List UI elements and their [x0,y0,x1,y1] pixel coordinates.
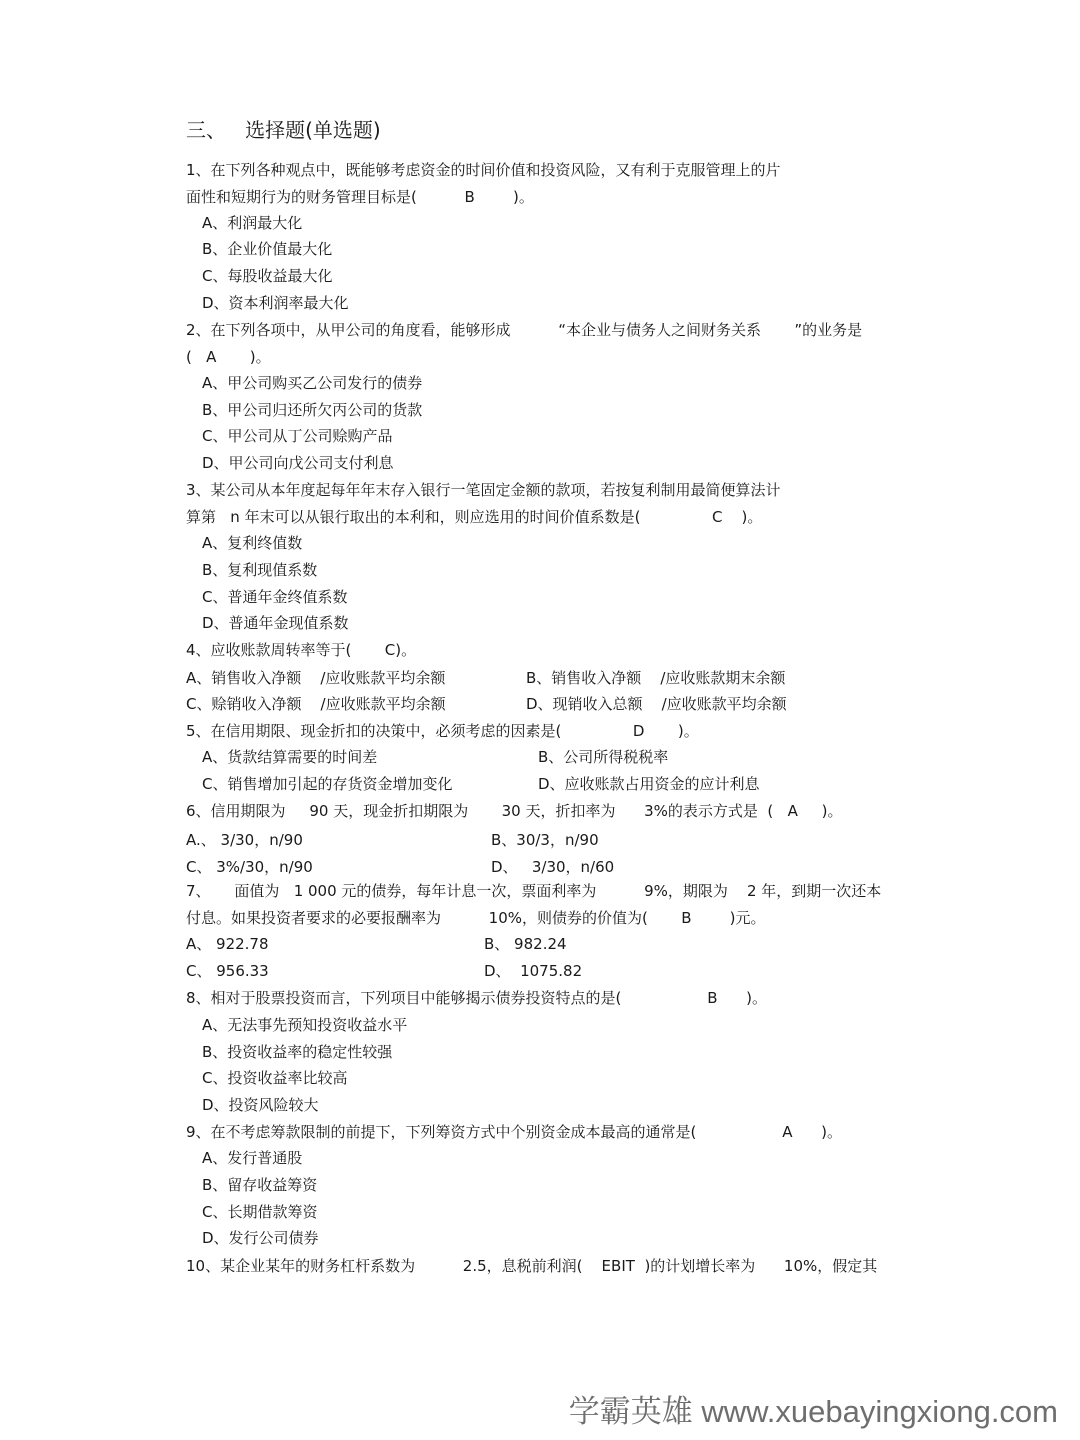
question-7-text: 7、 面值为 1 000 元的债券，每年计息一次，票面利率为 9%，期限为 2 年，到期一次还本 [186,882,882,900]
question-4-option-a: A、销售收入净额 /应收账款平均余额 [186,669,446,687]
question-2-option-b: B、甲公司归还所欠丙公司的货款 [202,401,423,419]
question-6-option-c: C、 3%/30，n/90 [186,858,313,876]
question-2-option-c: C、甲公司从丁公司赊购产品 [202,427,393,445]
question-8-option-b: B、投资收益率的稳定性较强 [202,1043,393,1061]
question-3-option-c: C、普通年金终值系数 [202,588,348,606]
question-9-option-a: A、发行普通股 [202,1149,303,1167]
question-5-option-b: B、公司所得税税率 [538,748,669,766]
question-7-text-cont: 付息。如果投资者要求的必要报酬率为 10%，则债券的价值为( B )元。 [186,909,766,927]
question-1-option-a: A、利润最大化 [202,214,303,232]
question-1-option-c: C、每股收益最大化 [202,267,333,285]
question-10-text: 10、某企业某年的财务杠杆系数为 2.5，息税前利润( EBIT )的计划增长率为 10%，假定其 [186,1257,878,1275]
question-8-option-a: A、无法事先预知投资收益水平 [202,1016,408,1034]
question-7-option-c: C、 956.33 [186,962,269,980]
question-3-option-b: B、复利现值系数 [202,561,318,579]
question-1-text: 1、在下列各种观点中，既能够考虑资金的时间价值和投资风险，又有利于克服管理上的片 [186,161,781,179]
question-4-option-b: B、销售收入净额 /应收账款期末余额 [526,669,786,687]
question-1-text-cont: 面性和短期行为的财务管理目标是( B )。 [186,188,534,206]
question-2-text: 2、在下列各项中，从甲公司的角度看，能够形成 “本企业与债务人之间财务关系 ”的业务是 [186,321,863,339]
question-5-option-a: A、货款结算需要的时间差 [202,748,378,766]
question-7-option-d: D、 1075.82 [484,962,583,980]
question-9-option-d: D、发行公司债券 [202,1229,319,1247]
question-9-option-b: B、留存收益筹资 [202,1176,318,1194]
question-3-text: 3、某公司从本年度起每年年末存入银行一笔固定金额的款项，若按复利制用最简便算法计 [186,481,781,499]
question-7-option-b: B、 982.24 [484,935,567,953]
question-6-text: 6、信用期限为 90 天，现金折扣期限为 30 天，折扣率为 3%的表示方式是 ( A )。 [186,802,843,820]
question-3-option-a: A、复利终值数 [202,534,303,552]
question-9-text: 9、在不考虑筹款限制的前提下，下列筹资方式中个别资金成本最高的通常是( A )。 [186,1123,842,1141]
question-3-option-d: D、普通年金现值系数 [202,614,349,632]
watermark: 学霸英雄 www.xuebayingxiong.com [568,1394,1058,1429]
question-5-option-d: D、应收账款占用资金的应计利息 [538,775,760,793]
question-4-option-c: C、赊销收入净额 /应收账款平均余额 [186,695,446,713]
question-8-option-c: C、投资收益率比较高 [202,1069,348,1087]
question-1-option-b: B、企业价值最大化 [202,240,333,258]
question-6-option-a: A.、 3/30，n/90 [186,831,303,849]
question-2-option-a: A、甲公司购买乙公司发行的债券 [202,374,423,392]
question-1-option-d: D、资本利润率最大化 [202,294,349,312]
question-3-text-cont: 算第 n 年末可以从银行取出的本利和，则应选用的时间价值系数是( C )。 [186,508,763,526]
question-4-option-d: D、现销收入总额 /应收账款平均余额 [526,695,787,713]
question-8-text: 8、相对于股票投资而言，下列项目中能够揭示债券投资特点的是( B )。 [186,989,767,1007]
question-5-option-c: C、销售增加引起的存货资金增加变化 [202,775,453,793]
question-2-option-d: D、甲公司向戊公司支付利息 [202,454,394,472]
question-6-option-b: B、30/3，n/90 [491,831,599,849]
section-title: 三、 选择题(单选题) [186,118,381,142]
question-6-option-d: D、 3/30，n/60 [491,858,615,876]
question-8-option-d: D、投资风险较大 [202,1096,319,1114]
question-9-option-c: C、长期借款筹资 [202,1203,318,1221]
question-2-text-cont: ( A )。 [186,348,271,366]
question-5-text: 5、在信用期限、现金折扣的决策中，必须考虑的因素是( D )。 [186,722,699,740]
question-7-option-a: A、 922.78 [186,935,269,953]
question-4-text: 4、应收账款周转率等于( C)。 [186,641,417,659]
